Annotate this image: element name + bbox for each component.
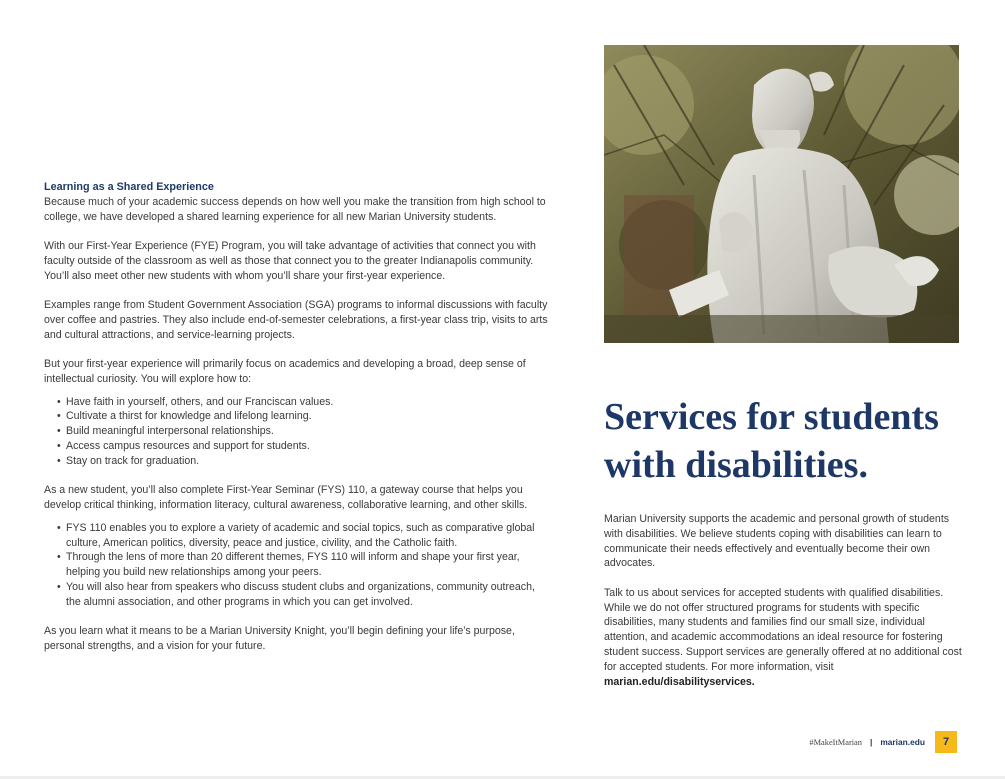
list-item: • Through the lens of more than 20 different themes, FYS 110 will inform and shape your first year, helping you build new relationships among your peers. [66, 550, 549, 580]
fys-list [44, 521, 549, 610]
services-title: Services for students with disabilities. [604, 396, 939, 486]
statue-photo [604, 45, 959, 343]
section-heading: Learning as a Shared Experience [44, 181, 214, 193]
right-column [604, 512, 964, 704]
list-item: • Have faith in yourself, others, and our Franciscan values. [66, 395, 549, 410]
academics-paragraph: But your first-year experience will primarily focus on academics and developing a broad, deep sense of intellectual curiosity. You will explore how to: [44, 357, 526, 385]
statue-photo-illustration [604, 45, 959, 343]
site-link[interactable]: marian.edu [880, 737, 925, 747]
list-item: • Stay on track for graduation. [66, 454, 549, 469]
examples-paragraph: Examples range from Student Government Association (SGA) programs to informal discussions with faculty over coffee and pastries. They also include end-of-semester celebrations, a first-year class trip, visits to arts and cultural attractions, and service-learning projects. [44, 298, 548, 341]
goals-list [44, 395, 549, 469]
disability-services-link[interactable]: marian.edu/disabilityservices. [604, 675, 755, 688]
services-paragraph [604, 586, 964, 690]
services-paragraph-text: Talk to us about services for accepted students with qualified disabilities. While we do not offer structured programs for students with specific disabilities, many students and families find our small size, individual attention, and academic accommodations an ideal resource for fostering student success. Support services are generally offered at no additional cost for accepted students. For more information, visit [604, 586, 962, 673]
fye-paragraph: With our First-Year Experience (FYE) Program, you will take advantage of activities that connect you with faculty outside of the classroom as well as those that connect you to the greater Indianapolis community. You’ll also meet other new students with whom you’ll share your first-year experience. [44, 239, 536, 282]
hashtag: #MakeItMarian [809, 737, 862, 747]
page-footer [809, 731, 957, 753]
list-item: • You will also hear from speakers who discuss student clubs and organizations, community outreach, the alumni association, and other programs in which you can get involved. [66, 580, 549, 610]
fys-paragraph: As a new student, you’ll also complete First-Year Seminar (FYS) 110, a gateway course that helps you develop critical thinking, information literacy, cultural awareness, collaborative learning, and other skills. [44, 484, 528, 511]
list-item: • FYS 110 enables you to explore a variety of academic and social topics, such as comparative global culture, American politics, diversity, peace and justice, civility, and the Catholic faith. [66, 521, 549, 551]
footer-separator: | [869, 737, 873, 747]
intro-paragraph: Because much of your academic success depends on how well you make the transition from high school to college, we have developed a shared learning experience for all new Marian University students. [44, 195, 546, 223]
list-item: • Build meaningful interpersonal relationships. [66, 424, 549, 439]
list-item: • Access campus resources and support for students. [66, 439, 549, 454]
left-column [44, 180, 549, 668]
page-number: 7 [935, 731, 957, 753]
list-item: • Cultivate a thirst for knowledge and lifelong learning. [66, 409, 549, 424]
knight-paragraph: As you learn what it means to be a Marian University Knight, you’ll begin defining your life’s purpose, personal strengths, and a vision for your future. [44, 625, 515, 652]
support-paragraph: Marian University supports the academic and personal growth of students with disabilities. We believe students coping with disabilities can learn to communicate their needs effectively and eventually become their own advocates. [604, 513, 950, 570]
